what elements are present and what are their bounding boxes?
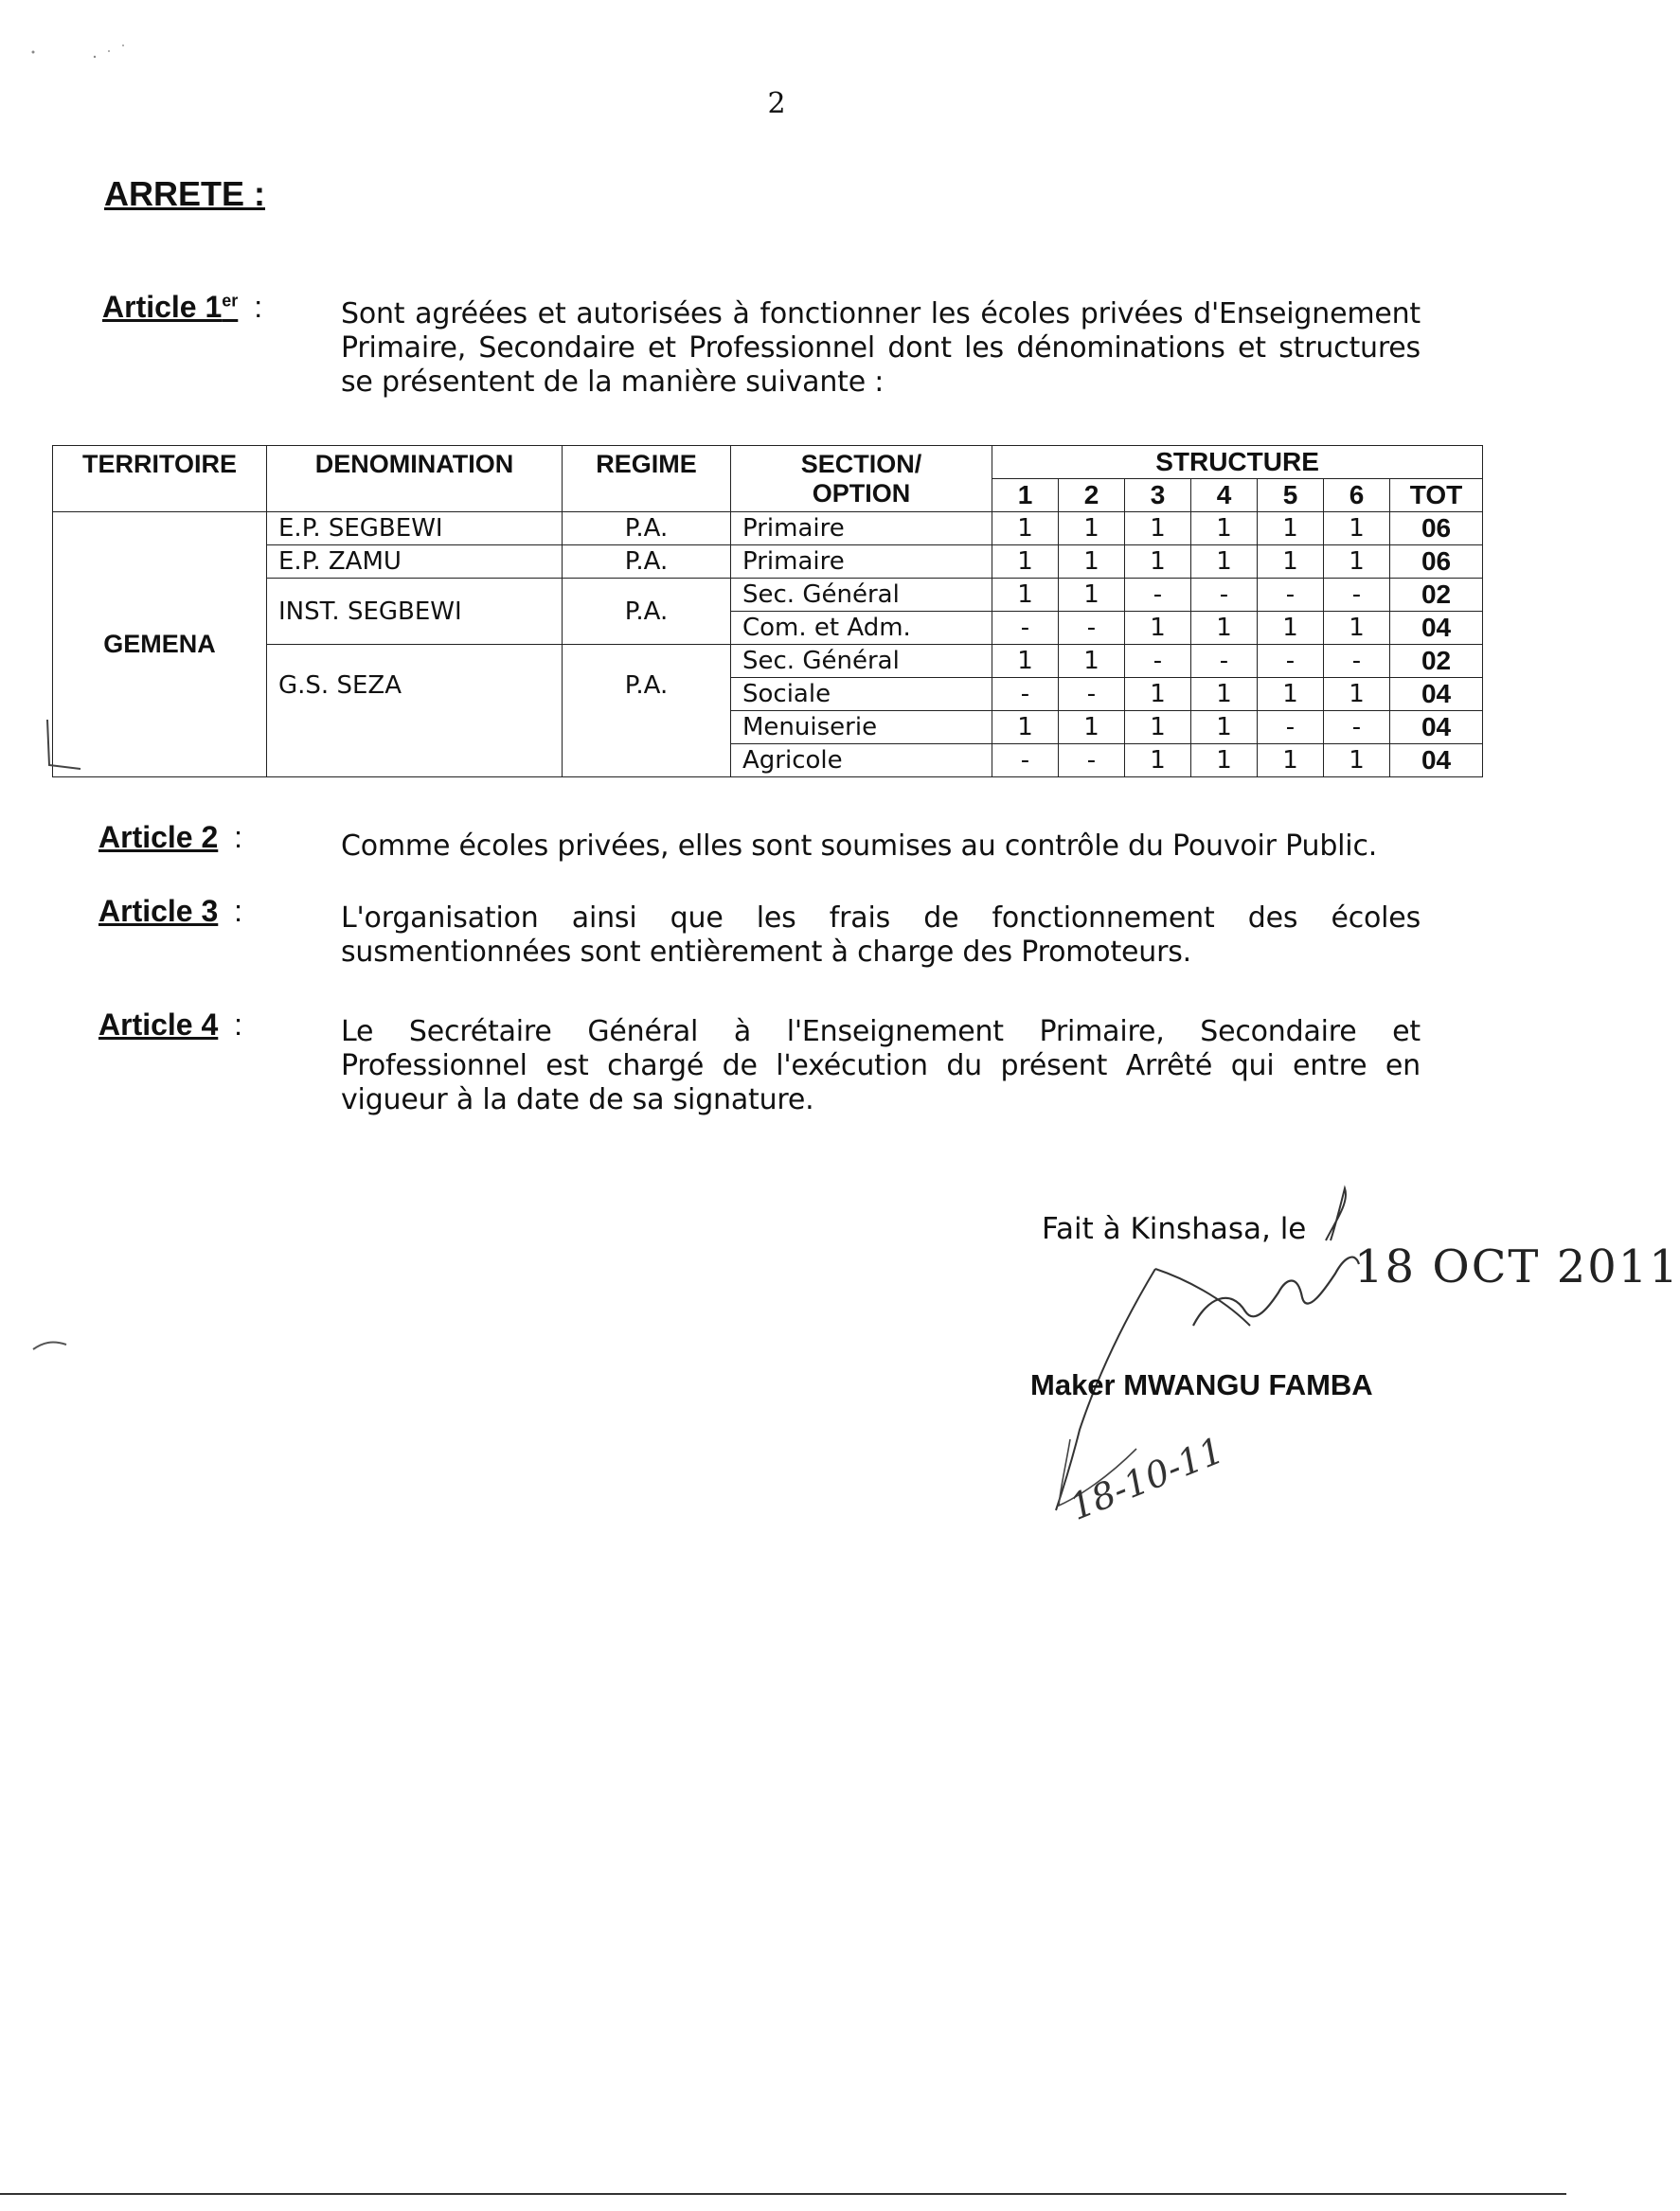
section-cell: Sociale <box>731 678 992 711</box>
structure-value-cell: 1 <box>1125 744 1191 777</box>
header-col-2: 2 <box>1059 479 1125 512</box>
structure-value-cell: 1 <box>1125 545 1191 579</box>
header-col-5: 5 <box>1258 479 1324 512</box>
structure-value-cell: 1 <box>1258 512 1324 545</box>
structure-value-cell: 1 <box>1191 512 1258 545</box>
header-col-6: 6 <box>1324 479 1390 512</box>
regime-cell: P.A. <box>563 512 731 545</box>
header-territoire: TERRITOIRE <box>53 446 267 512</box>
total-cell: 02 <box>1390 579 1483 612</box>
school-name-cell: INST. SEGBEWI <box>267 579 563 645</box>
structure-value-cell: - <box>1258 711 1324 744</box>
structure-value-cell: - <box>992 612 1059 645</box>
regime-cell: P.A. <box>563 645 731 777</box>
total-cell: 02 <box>1390 645 1483 678</box>
structure-value-cell: - <box>992 678 1059 711</box>
structure-value-cell: 1 <box>1324 678 1390 711</box>
section-cell: Com. et Adm. <box>731 612 992 645</box>
total-cell: 04 <box>1390 678 1483 711</box>
header-section-option <box>731 446 992 512</box>
article-1-colon: : <box>245 290 263 324</box>
structure-value-cell: 1 <box>1258 744 1324 777</box>
structure-value-cell: 1 <box>1324 612 1390 645</box>
table-row <box>53 579 1483 612</box>
total-cell: 04 <box>1390 711 1483 744</box>
table-row <box>53 545 1483 579</box>
article-4-label-text: Article 4 <box>98 1007 219 1042</box>
article-3-text: L'organisation ainsi que les frais de fonctionnement des écoles susmentionnées sont entièrement à charge des Promoteurs. <box>341 901 1421 969</box>
signature-block <box>1030 1212 1680 1572</box>
header-section-line1: SECTION/ <box>800 450 922 478</box>
article-2-label-text: Article 2 <box>98 820 219 854</box>
handwritten-date: 18-10-11 <box>1063 1429 1230 1528</box>
structure-value-cell: 1 <box>1059 579 1125 612</box>
header-structure: STRUCTURE <box>992 446 1483 479</box>
article-3-colon: : <box>225 894 243 928</box>
structure-value-cell: - <box>1324 645 1390 678</box>
scan-speck-mark-icon <box>28 38 133 66</box>
structure-value-cell: 1 <box>1059 545 1125 579</box>
article-1-text: Sont agréées et autorisées à fonctionner les écoles privées d'Enseignement Primaire, Secondaire et Professionnel dont les dénominations et structures se présentent de la manière suivante : <box>341 297 1421 399</box>
structure-value-cell: 1 <box>992 579 1059 612</box>
table-body <box>53 512 1483 777</box>
signatory-name: Maker MWANGU FAMBA <box>1030 1368 1373 1401</box>
school-name-cell: E.P. SEGBEWI <box>267 512 563 545</box>
structure-value-cell: - <box>1059 744 1125 777</box>
structure-value-cell: 1 <box>1059 711 1125 744</box>
article-2-text: Comme écoles privées, elles sont soumises au contrôle du Pouvoir Public. <box>341 829 1378 863</box>
total-cell: 04 <box>1390 744 1483 777</box>
structure-value-cell: 1 <box>992 711 1059 744</box>
total-cell: 04 <box>1390 612 1483 645</box>
header-section-line2: OPTION <box>812 479 911 508</box>
header-denomination: DENOMINATION <box>267 446 563 512</box>
header-col-1: 1 <box>992 479 1059 512</box>
header-col-4: 4 <box>1191 479 1258 512</box>
margin-stroke-mark-icon <box>28 1335 76 1354</box>
structure-value-cell: 1 <box>1191 612 1258 645</box>
date-stamp: 18 OCT 2011 <box>1354 1240 1680 1293</box>
section-cell: Primaire <box>731 545 992 579</box>
article-3-label <box>98 894 242 929</box>
place-and-date-line: Fait à Kinshasa, le <box>1042 1212 1307 1246</box>
header-col-3: 3 <box>1125 479 1191 512</box>
bottom-rule <box>0 2193 1566 2195</box>
structure-value-cell: - <box>1059 678 1125 711</box>
school-name-cell: G.S. SEZA <box>267 645 563 777</box>
schools-table <box>52 445 1483 777</box>
structure-value-cell: 1 <box>1258 612 1324 645</box>
section-cell: Sec. Général <box>731 579 992 612</box>
regime-cell: P.A. <box>563 545 731 579</box>
structure-value-cell: 1 <box>1324 512 1390 545</box>
structure-value-cell: - <box>1059 612 1125 645</box>
structure-value-cell: - <box>1191 579 1258 612</box>
structure-value-cell: - <box>1324 579 1390 612</box>
document-heading: ARRETE : <box>104 174 265 213</box>
structure-value-cell: - <box>1125 645 1191 678</box>
section-cell: Sec. Général <box>731 645 992 678</box>
structure-value-cell: 1 <box>1191 545 1258 579</box>
page-number: 2 <box>767 87 786 120</box>
header-regime: REGIME <box>563 446 731 512</box>
structure-value-cell: 1 <box>1191 678 1258 711</box>
structure-value-cell: 1 <box>1258 678 1324 711</box>
territory-cell: GEMENA <box>53 512 267 777</box>
total-cell: 06 <box>1390 545 1483 579</box>
structure-value-cell: 1 <box>1191 744 1258 777</box>
article-3-label-text: Article 3 <box>98 894 219 928</box>
section-cell: Agricole <box>731 744 992 777</box>
structure-value-cell: 1 <box>1324 744 1390 777</box>
article-1-label <box>102 290 262 325</box>
structure-value-cell: 1 <box>992 645 1059 678</box>
structure-value-cell: 1 <box>1125 678 1191 711</box>
structure-value-cell: 1 <box>992 512 1059 545</box>
article-4-colon: : <box>225 1007 243 1042</box>
structure-value-cell: 1 <box>1324 545 1390 579</box>
article-1-superscript: er <box>222 291 239 311</box>
regime-cell: P.A. <box>563 579 731 645</box>
article-4-label <box>98 1007 242 1043</box>
structure-value-cell: 1 <box>1258 545 1324 579</box>
article-2-label <box>98 820 242 855</box>
article-4-text: Le Secrétaire Général à l'Enseignement Primaire, Secondaire et Professionnel est chargé de l'exécution du présent Arrêté qui entre en vigueur à la date de sa signature. <box>341 1015 1421 1116</box>
structure-value-cell: - <box>1125 579 1191 612</box>
structure-value-cell: - <box>1324 711 1390 744</box>
structure-value-cell: 1 <box>1059 645 1125 678</box>
header-col-tot: TOT <box>1390 479 1483 512</box>
structure-value-cell: 1 <box>1191 711 1258 744</box>
table-row <box>53 645 1483 678</box>
structure-value-cell: 1 <box>992 545 1059 579</box>
structure-value-cell: - <box>1258 645 1324 678</box>
article-1-label-text: Article 1 <box>102 290 223 324</box>
section-cell: Primaire <box>731 512 992 545</box>
total-cell: 06 <box>1390 512 1483 545</box>
structure-value-cell: 1 <box>1125 512 1191 545</box>
structure-value-cell: 1 <box>1059 512 1125 545</box>
article-2-colon: : <box>225 820 243 854</box>
margin-bracket-mark-icon <box>28 720 85 776</box>
structure-value-cell: 1 <box>1125 612 1191 645</box>
structure-value-cell: - <box>1191 645 1258 678</box>
table-row <box>53 512 1483 545</box>
school-name-cell: E.P. ZAMU <box>267 545 563 579</box>
structure-value-cell: 1 <box>1125 711 1191 744</box>
structure-value-cell: - <box>992 744 1059 777</box>
structure-value-cell: - <box>1258 579 1324 612</box>
section-cell: Menuiserie <box>731 711 992 744</box>
